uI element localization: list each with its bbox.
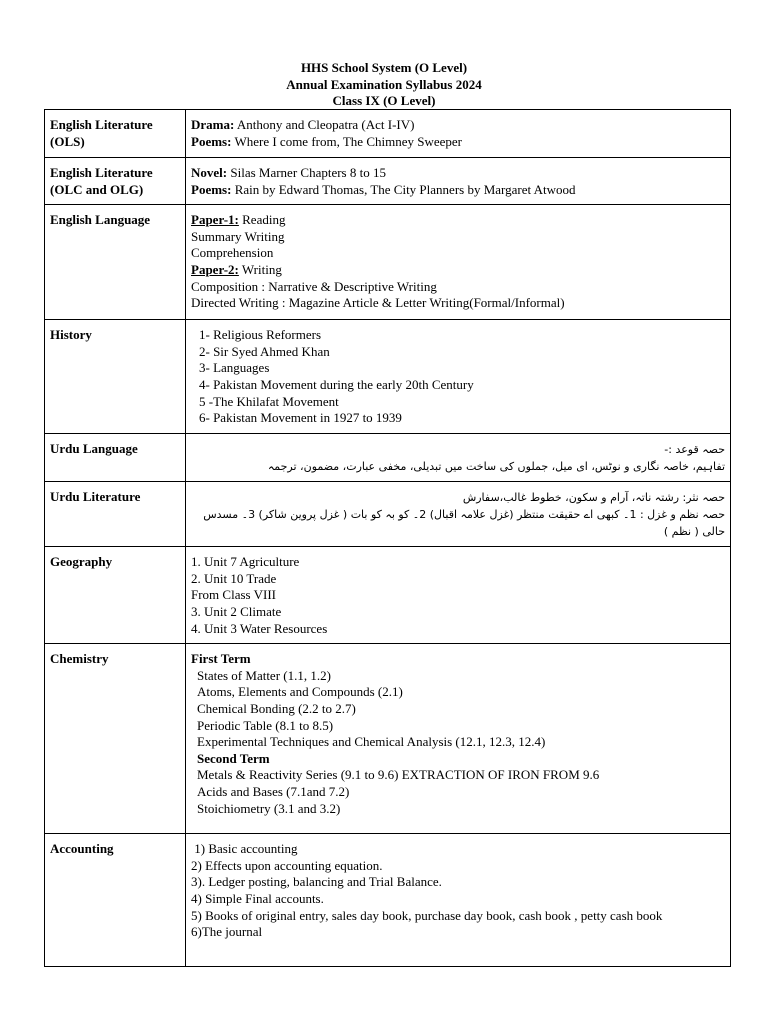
drama-label: Drama: <box>191 117 235 132</box>
subject-name: History <box>50 327 92 343</box>
subject-cell <box>45 110 186 158</box>
content-cell <box>186 205 731 320</box>
drama-text: Anthony and Cleopatra (Act I-IV) <box>234 117 415 132</box>
novel-label: Novel: <box>191 165 228 180</box>
school-name: HHS School System (O Level) <box>300 60 468 75</box>
table-row <box>45 434 731 482</box>
list-item: Directed Writing : Magazine Article & Letter Writing(Formal/Informal) <box>191 295 565 311</box>
list-item: Experimental Techniques and Chemical Analysis (12.1, 12.3, 12.4) <box>197 734 546 750</box>
list-item: 5) Books of original entry, sales day book, purchase day book, cash book , petty cash book <box>191 907 663 923</box>
paper2-label: Paper-2: <box>191 261 239 277</box>
content-cell <box>186 547 731 644</box>
subject-cell <box>45 834 186 967</box>
list-item: 3). Ledger posting, balancing and Trial Balance. <box>191 874 442 890</box>
list-item: 1. Unit 7 Agriculture <box>191 554 300 570</box>
list-item: Summary Writing <box>191 228 285 244</box>
subject-name: Urdu Language <box>50 441 138 457</box>
subject-name: Chemistry <box>50 651 109 667</box>
class-title: Class IX (O Level) <box>332 93 436 108</box>
table-row <box>45 110 731 158</box>
list-item: Metals & Reactivity Series (9.1 to 9.6) EXTRACTION OF IRON FROM 9.6 <box>197 767 600 783</box>
paper2-text: Writing <box>238 261 282 277</box>
subject-name: Accounting <box>50 841 114 857</box>
subject-name: English Language <box>50 212 151 228</box>
content-cell <box>186 158 731 205</box>
first-term-heading: First Term <box>191 651 251 667</box>
content-cell <box>186 482 731 547</box>
list-item: 6- Pakistan Movement in 1927 to 1939 <box>199 410 402 426</box>
subject-code: (OLC and OLG) <box>50 181 144 197</box>
list-item: 4) Simple Final accounts. <box>191 890 324 906</box>
subject-cell <box>45 547 186 644</box>
list-item: Comprehension <box>191 245 274 261</box>
poems-text: Where I come from, The Chimney Sweeper <box>231 133 462 149</box>
table-row <box>45 158 731 205</box>
novel-text: Silas Marner Chapters 8 to 15 <box>227 165 386 180</box>
subject-cell <box>45 482 186 547</box>
subject-cell <box>45 434 186 482</box>
subject-name: English Literature <box>50 117 153 132</box>
content-cell <box>186 434 731 482</box>
subject-cell <box>45 205 186 320</box>
poems-text: Rain by Edward Thomas, The City Planners by Margaret Atwood <box>231 181 576 197</box>
subject-name: Geography <box>50 554 113 570</box>
list-item: حصہ نثر: رشتہ ناتہ، آرام و سکون، خطوط غالب،سفارش <box>462 491 725 505</box>
list-item: Composition : Narrative & Descriptive Writing <box>191 278 437 294</box>
list-item: Acids and Bases (7.1and 7.2) <box>197 783 350 799</box>
paper1-text: Reading <box>238 212 286 228</box>
list-item: 1) Basic accounting <box>191 841 298 857</box>
syllabus-table <box>44 109 731 967</box>
list-item: Chemical Bonding (2.2 to 2.7) <box>197 700 356 716</box>
list-item: 2. Unit 10 Trade <box>191 570 277 586</box>
content-cell <box>186 110 731 158</box>
table-row <box>45 205 731 320</box>
list-item: From Class VIII <box>191 587 276 603</box>
poems-label: Poems: <box>191 181 232 197</box>
table-row <box>45 320 731 434</box>
list-item: 6)The journal <box>191 924 263 940</box>
subject-cell <box>45 644 186 834</box>
table-row <box>45 547 731 644</box>
list-item: Stoichiometry (3.1 and 3.2) <box>197 800 341 816</box>
list-item: States of Matter (1.1, 1.2) <box>197 667 331 683</box>
list-item: تفاہیم، خاصہ نگاری و نوٹس، ای میل، جملوں کی ساخت میں تبدیلی، مخفی عبارت، مضمون، ترجمہ <box>267 460 725 474</box>
document-header <box>0 60 768 110</box>
list-item: حصہ قوعد :- <box>664 443 725 457</box>
subject-name: Urdu Literature <box>50 489 141 505</box>
list-item: 3. Unit 2 Climate <box>191 603 282 619</box>
subject-cell <box>45 158 186 205</box>
table-row <box>45 834 731 967</box>
subject-name: English Literature <box>50 165 153 180</box>
paper1-label: Paper-1: <box>191 212 239 228</box>
list-item: 1- Religious Reformers <box>199 327 322 343</box>
second-term-heading: Second Term <box>197 750 270 766</box>
content-cell <box>186 834 731 967</box>
list-item: 5 -The Khilafat Movement <box>199 393 339 409</box>
list-item: Periodic Table (8.1 to 8.5) <box>197 717 334 733</box>
poems-label: Poems: <box>191 133 232 149</box>
list-item: 3- Languages <box>199 360 270 376</box>
list-item: Atoms, Elements and Compounds (2.1) <box>197 684 403 700</box>
content-cell <box>186 644 731 834</box>
list-item: 2- Sir Syed Ahmed Khan <box>199 343 330 359</box>
table-row <box>45 644 731 834</box>
subject-code: (OLS) <box>50 133 85 149</box>
syllabus-title: Annual Examination Syllabus 2024 <box>286 76 482 92</box>
list-item: 4. Unit 3 Water Resources <box>191 620 328 636</box>
list-item: 2) Effects upon accounting equation. <box>191 857 383 873</box>
content-cell <box>186 320 731 434</box>
table-row <box>45 482 731 547</box>
list-item: حصہ نظم و غزل : 1۔ کبھی اے حقیقت منتظر (غزل علامہ اقبال) 2۔ کو بہ کو بات ( غزل پروین شاکر) 3۔ مسدس حالی ( نظم ) <box>203 508 725 539</box>
subject-cell <box>45 320 186 434</box>
list-item: 4- Pakistan Movement during the early 20th Century <box>199 376 474 392</box>
